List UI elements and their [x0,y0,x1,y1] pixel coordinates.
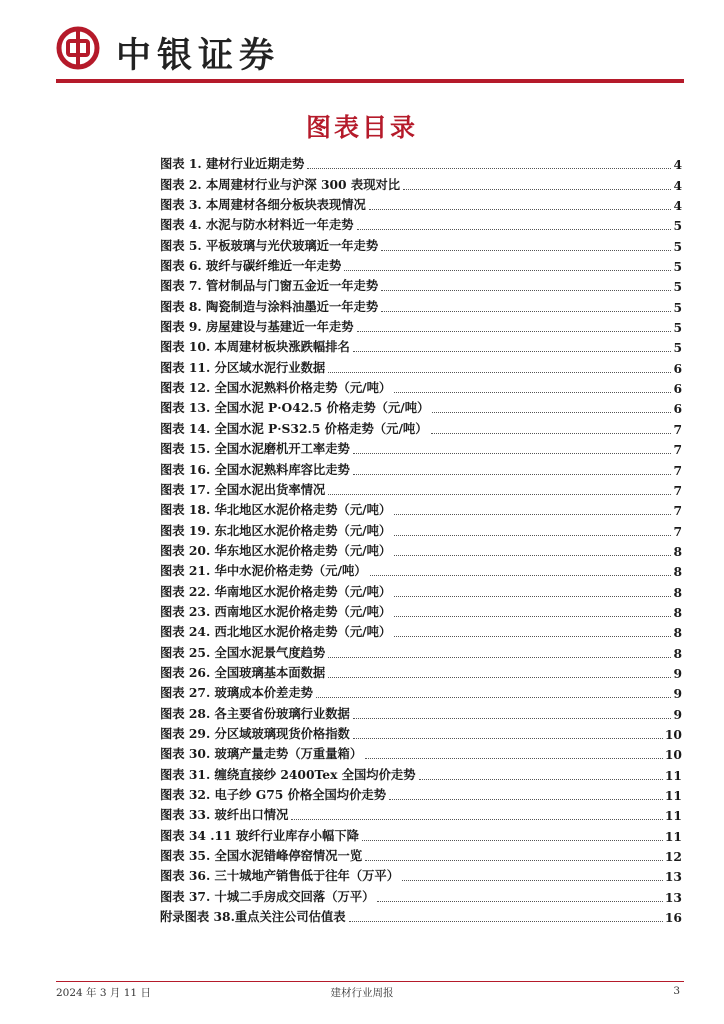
toc-entry-page: 7 [673,462,682,478]
toc-entry-label[interactable]: 图表 18. 华北地区水泥价格走势（元/吨） [160,502,392,518]
toc-dot-leader [357,229,672,230]
toc-dot-leader [307,168,671,169]
toc-entry-page: 8 [673,645,682,661]
toc-entry[interactable] [160,498,682,518]
toc-entry-page: 4 [673,177,682,193]
toc-entry-label[interactable]: 图表 16. 全国水泥熟料库容比走势 [160,461,350,477]
toc-entry-page: 10 [664,747,682,763]
toc-dot-leader [353,351,672,352]
toc-dot-leader [328,494,671,495]
toc-entry-label[interactable]: 图表 25. 全国水泥景气度趋势 [160,644,326,660]
toc-entry[interactable] [160,803,682,823]
toc-entry-page: 13 [664,889,682,905]
toc-entry-page: 11 [664,808,682,824]
brand-name: 中银证券 [116,35,281,76]
toc-dot-leader [394,636,671,637]
footer-divider [56,981,684,982]
toc-entry[interactable] [160,437,682,457]
toc-entry-page: 5 [673,320,682,336]
toc-dot-leader [381,311,671,312]
toc-dot-leader [328,657,671,658]
toc-entry-label[interactable]: 图表 11. 分区域水泥行业数据 [160,359,326,375]
toc-dot-leader [316,697,672,698]
toc-entry-label[interactable]: 图表 13. 全国水泥 P·O42.5 价格走势（元/吨） [160,400,430,416]
toc-entry[interactable] [160,152,682,172]
toc-dot-leader [357,331,672,332]
toc-entry[interactable] [160,457,682,477]
footer-date: 2024 年 3 月 11 日 [56,987,151,999]
toc-entry[interactable] [160,844,682,864]
toc-entry[interactable] [160,722,682,742]
toc-entry[interactable] [160,416,682,436]
toc-entry[interactable] [160,193,682,213]
toc-entry-page: 7 [673,523,682,539]
toc-entry-label[interactable]: 图表 12. 全国水泥熟料价格走势（元/吨） [160,380,392,396]
toc-dot-leader [353,738,663,739]
toc-entry[interactable] [160,213,682,233]
toc-dot-leader [353,718,672,719]
toc-entry[interactable] [160,254,682,274]
toc-entry[interactable] [160,559,682,579]
toc-entry-label[interactable]: 图表 21. 华中水泥价格走势（元/吨） [160,563,367,579]
toc-entry-page: 11 [664,788,682,803]
toc-dot-leader [381,250,671,251]
toc-entry-label[interactable]: 图表 17. 全国水泥出货率情况 [160,481,326,497]
toc-dot-leader [419,779,663,780]
toc-entry[interactable] [160,600,682,620]
toc-entry[interactable] [160,294,682,314]
toc-entry-page: 6 [673,401,682,417]
toc-entry-label[interactable]: 图表 1. 建材行业近期走势 [160,156,305,172]
toc-dot-leader [402,880,663,881]
toc-entry-page: 5 [673,340,682,356]
toc-entry-label[interactable]: 图表 3. 本周建材各细分板块表现情况 [160,197,366,213]
toc-entry-page: 6 [673,360,682,376]
toc-dot-leader [344,270,671,271]
toc-entry-page: 4 [673,198,682,214]
toc-entry-page: 6 [673,381,682,397]
toc-entry-label[interactable]: 图表 37. 十城二手房成交回落（万平） [160,888,375,904]
toc-entry-page: 8 [673,584,682,600]
toc-dot-leader [353,474,672,475]
toc-entry[interactable] [160,701,682,721]
footer-page-number: 3 [673,985,680,997]
toc-entry-label[interactable]: 图表 32. 电子纱 G75 价格全国均价走势 [160,787,386,802]
toc-dot-leader [394,514,671,515]
toc-entry[interactable] [160,518,682,538]
toc-entry[interactable] [160,315,682,335]
toc-entry-page: 5 [673,279,682,295]
toc-entry[interactable] [160,661,682,681]
toc-entry-label[interactable]: 图表 4. 水泥与防水材料近一年走势 [160,217,354,233]
toc-entry-page: 10 [664,726,682,742]
toc-entry[interactable] [160,620,682,640]
page-title: 图表目录 [305,113,418,142]
toc-entry-label[interactable]: 图表 34 .11 玻纤行业库存小幅下降 [160,827,359,843]
toc-dot-leader [403,189,671,190]
toc-entry[interactable] [160,396,682,416]
toc-entry[interactable] [160,783,682,803]
toc-entry-page: 7 [673,442,682,458]
toc-entry-label[interactable]: 图表 24. 西北地区水泥价格走势（元/吨） [160,624,392,640]
toc-entry-label[interactable]: 图表 7. 管材制品与门窗五金近一年走势 [160,278,379,294]
toc-entry-label[interactable]: 图表 19. 东北地区水泥价格走势（元/吨） [160,522,392,538]
toc-entry-page: 7 [673,421,682,437]
toc-entry-page: 5 [673,238,682,254]
toc-entry-page: 11 [664,767,682,783]
toc-dot-leader [432,412,671,413]
toc-entry-page: 8 [673,564,682,580]
toc-entry-label[interactable]: 图表 2. 本周建材行业与沪深 300 表现对比 [160,176,401,192]
toc-entry-page: 5 [673,259,682,275]
bank-of-china-logo-icon [56,26,100,70]
toc-dot-leader [377,901,662,902]
toc-dot-leader [394,596,671,597]
toc-entry[interactable] [160,172,682,192]
toc-entry-page: 12 [664,849,682,865]
toc-dot-leader [353,453,672,454]
toc-entry[interactable] [160,905,682,925]
toc-entry-label[interactable]: 图表 10. 本周建材板块涨跌幅排名 [160,339,350,355]
toc-entry[interactable] [160,478,682,498]
toc-entry-label[interactable]: 图表 5. 平板玻璃与光伏玻璃近一年走势 [160,237,379,253]
toc-entry-page: 9 [673,686,682,702]
toc-entry[interactable] [160,274,682,294]
toc-entry-label[interactable]: 图表 26. 全国玻璃基本面数据 [160,664,326,680]
header-divider [56,79,684,83]
toc-entry[interactable] [160,884,682,904]
toc-entry-label[interactable]: 图表 14. 全国水泥 P·S32.5 价格走势（元/吨） [160,420,428,436]
table-of-figures [160,152,682,925]
toc-dot-leader [389,799,663,800]
toc-dot-leader [394,555,671,556]
toc-entry-page: 9 [673,665,682,681]
toc-entry-label[interactable]: 图表 33. 玻纤出口情况 [160,807,289,823]
toc-entry-label[interactable]: 图表 8. 陶瓷制造与涂料油墨近一年走势 [160,298,379,314]
toc-dot-leader [394,392,671,393]
report-header [56,22,684,82]
toc-entry[interactable] [160,355,682,375]
toc-entry[interactable] [160,640,682,660]
toc-dot-leader [369,209,672,210]
toc-entry-page: 7 [673,503,682,519]
toc-dot-leader [365,758,663,759]
toc-entry-label[interactable]: 图表 15. 全国水泥磨机开工率走势 [160,441,350,457]
toc-dot-leader [394,616,671,617]
toc-dot-leader [291,819,663,820]
toc-dot-leader [349,921,663,922]
toc-entry-page: 13 [664,869,682,885]
toc-entry-label[interactable]: 图表 23. 西南地区水泥价格走势（元/吨） [160,603,392,619]
toc-entry-label[interactable]: 图表 27. 玻璃成本价差走势 [160,685,313,701]
toc-entry[interactable] [160,376,682,396]
toc-entry-page: 5 [673,218,682,234]
toc-dot-leader [381,290,671,291]
toc-entry[interactable] [160,579,682,599]
toc-dot-leader [394,535,671,536]
toc-entry-page: 7 [673,482,682,498]
toc-entry-page: 8 [673,604,682,620]
toc-entry-label[interactable]: 图表 36. 三十城地产销售低于往年（万平） [160,868,400,884]
toc-entry-label[interactable]: 图表 6. 玻纤与碳纤维近一年走势 [160,258,342,274]
toc-entry-label[interactable]: 图表 30. 玻璃产量走势（万重量箱） [160,746,363,762]
toc-entry[interactable] [160,864,682,884]
toc-dot-leader [370,575,672,576]
toc-entry[interactable] [160,823,682,843]
toc-entry-label[interactable]: 图表 29. 分区域玻璃现货价格指数 [160,725,350,741]
footer-report-type: 建材行业周报 [330,987,394,999]
toc-entry-page: 11 [664,828,682,844]
toc-entry-label[interactable]: 图表 9. 房屋建设与基建近一年走势 [160,319,354,335]
toc-entry-page: 9 [673,706,682,722]
toc-entry-page: 16 [664,910,682,926]
toc-entry[interactable] [160,681,682,701]
toc-dot-leader [328,677,671,678]
toc-dot-leader [431,433,672,434]
toc-entry[interactable] [160,762,682,782]
toc-entry[interactable] [160,539,682,559]
toc-entry-page: 8 [673,625,682,641]
toc-entry[interactable] [160,335,682,355]
toc-dot-leader [362,840,663,841]
toc-entry-label[interactable]: 图表 35. 全国水泥错峰停窑情况一览 [160,848,363,864]
toc-entry-label[interactable]: 图表 22. 华南地区水泥价格走势（元/吨） [160,583,392,599]
toc-entry-label[interactable]: 图表 28. 各主要省份玻璃行业数据 [160,705,350,721]
toc-entry[interactable] [160,233,682,253]
toc-entry-label[interactable]: 图表 31. 缠绕直接纱 2400Tex 全国均价走势 [160,766,416,782]
toc-dot-leader [365,860,663,861]
toc-entry[interactable] [160,742,682,762]
toc-entry-label[interactable]: 图表 20. 华东地区水泥价格走势（元/吨） [160,542,392,558]
toc-entry-page: 5 [673,299,682,315]
toc-entry-page: 8 [673,543,682,559]
toc-entry-label[interactable]: 附录图表 38.重点关注公司估值表 [160,909,346,925]
toc-dot-leader [328,372,671,373]
toc-entry-page: 4 [673,157,682,173]
